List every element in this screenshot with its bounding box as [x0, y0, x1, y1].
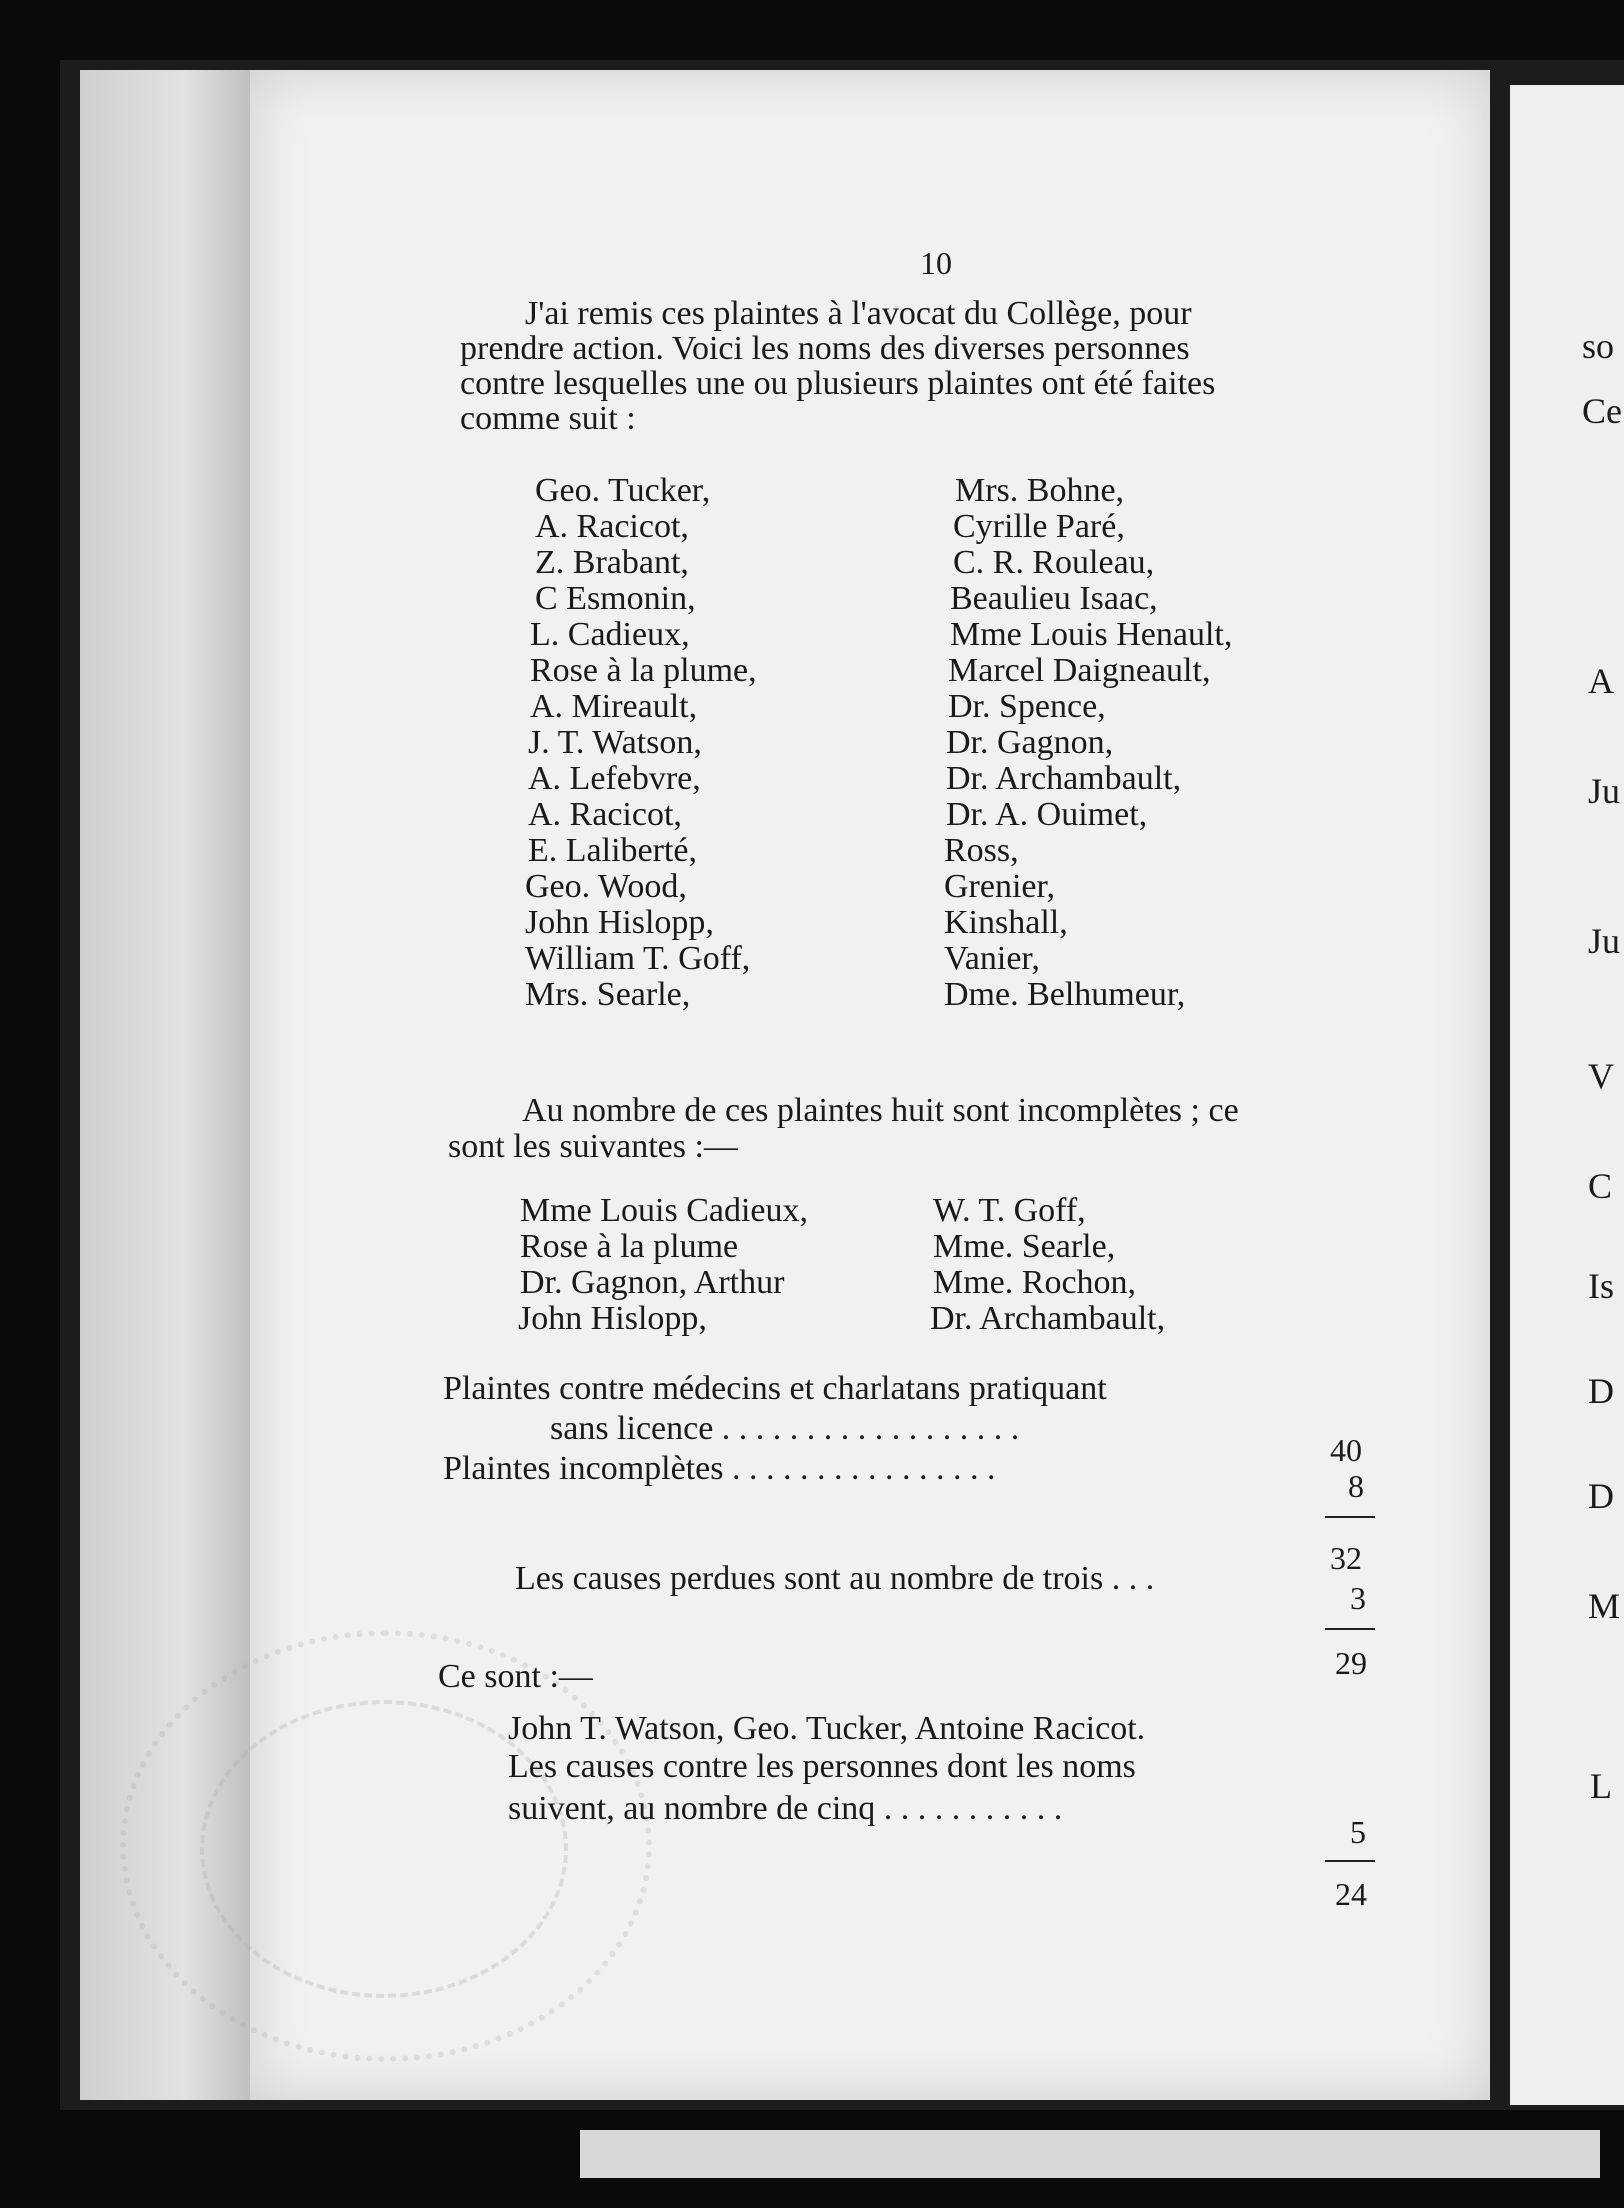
name-right: Dme. Belhumeur, — [944, 976, 1186, 1013]
right-page-fragment: Ju — [1588, 771, 1621, 811]
name-right: Dr. A. Ouimet, — [946, 796, 1148, 833]
intro-line: prendre action. Voici les noms des diverses personnes — [460, 330, 1190, 367]
incomplete-intro-line: Au nombre de ces plaintes huit sont incomplètes ; ce — [522, 1092, 1239, 1129]
ce-sont-label: Ce sont :— — [438, 1658, 593, 1695]
right-page-fragment: D — [1588, 1476, 1614, 1516]
sum-rule — [1325, 1516, 1375, 1518]
right-page-fragment: V — [1588, 1056, 1614, 1096]
name-left: Mrs. Searle, — [525, 976, 691, 1013]
sum-rule — [1325, 1860, 1375, 1862]
right-page-fragment: A — [1588, 661, 1614, 701]
name-right: Dr. Gagnon, — [946, 724, 1114, 761]
right-page-fragment: so — [1582, 326, 1615, 366]
name-left: William T. Goff, — [525, 940, 751, 977]
incomplete-intro-line: sont les suivantes :— — [448, 1128, 738, 1165]
sum-rule — [1325, 1628, 1375, 1630]
tally-line: Plaintes incomplètes . . . . . . . . . . . . . . . . — [443, 1450, 996, 1487]
right-page-fragment: M — [1588, 1586, 1621, 1626]
tally-subtotal: 32 — [1330, 1540, 1362, 1576]
name-right: Beaulieu Isaac, — [950, 580, 1158, 617]
five-causes-line: suivent, au nombre de cinq . . . . . . . . . . . — [508, 1790, 1063, 1827]
incomplete-left: Rose à la plume — [520, 1228, 739, 1265]
name-left: A. Racicot, — [535, 508, 689, 545]
incomplete-right: Mme. Rochon, — [933, 1264, 1137, 1301]
name-left: Geo. Wood, — [525, 868, 687, 905]
name-left: A. Racicot, — [528, 796, 682, 833]
lost-causes-names: John T. Watson, Geo. Tucker, Antoine Racicot. — [508, 1710, 1146, 1747]
tally-line: Plaintes contre médecins et charlatans pratiquant — [443, 1370, 1107, 1407]
name-right: Marcel Daigneault, — [948, 652, 1211, 689]
final-total: 24 — [1335, 1876, 1367, 1912]
right-page-fragment: C — [1588, 1166, 1613, 1206]
page-number: 10 — [920, 245, 952, 281]
name-right: Vanier, — [944, 940, 1040, 977]
intro-line: J'ai remis ces plaintes à l'avocat du Collège, pour — [525, 295, 1192, 332]
tally-subtotal: 29 — [1335, 1645, 1367, 1681]
tally-line: sans licence . . . . . . . . . . . . . . . . . . — [550, 1410, 1020, 1447]
name-left: Geo. Tucker, — [535, 472, 711, 509]
incomplete-left: Dr. Gagnon, Arthur — [520, 1264, 785, 1301]
name-right: Dr. Archambault, — [946, 760, 1182, 797]
tally-value: 40 — [1330, 1432, 1362, 1468]
name-left: C Esmonin, — [535, 580, 696, 617]
name-left: E. Laliberté, — [528, 832, 697, 869]
intro-line: comme suit : — [460, 400, 636, 437]
name-right: Ross, — [944, 832, 1019, 869]
name-right: Kinshall, — [944, 904, 1068, 941]
incomplete-left: Mme Louis Cadieux, — [520, 1192, 809, 1229]
tally-value: 8 — [1348, 1468, 1364, 1504]
incomplete-left: John Hislopp, — [518, 1300, 707, 1337]
incomplete-right: W. T. Goff, — [933, 1192, 1086, 1229]
lost-causes-value: 3 — [1350, 1580, 1366, 1616]
bottom-strip — [580, 2130, 1600, 2178]
right-page-fragment: Ce — [1582, 391, 1622, 431]
name-left: J. T. Watson, — [528, 724, 702, 761]
name-right: Mrs. Bohne, — [955, 472, 1125, 509]
name-right: Grenier, — [944, 868, 1055, 905]
name-left: Rose à la plume, — [530, 652, 757, 689]
name-left: A. Lefebvre, — [528, 760, 701, 797]
right-page-fragment: Ju — [1588, 921, 1621, 961]
five-causes-value: 5 — [1350, 1814, 1366, 1850]
name-left: John Hislopp, — [525, 904, 714, 941]
right-page-fragment: Is — [1588, 1266, 1614, 1306]
incomplete-right: Mme. Searle, — [933, 1228, 1116, 1265]
lost-causes-line: Les causes perdues sont au nombre de trois . . . — [515, 1560, 1155, 1597]
name-right: Mme Louis Henault, — [950, 616, 1233, 653]
right-page-fragment: D — [1588, 1371, 1614, 1411]
name-right: Dr. Spence, — [948, 688, 1106, 725]
intro-line: contre lesquelles une ou plusieurs plaintes ont été faites — [460, 365, 1216, 402]
name-right: Cyrille Paré, — [953, 508, 1125, 545]
name-left: A. Mireault, — [530, 688, 698, 725]
five-causes-line: Les causes contre les personnes dont les noms — [508, 1748, 1136, 1785]
incomplete-right: Dr. Archambault, — [930, 1300, 1166, 1337]
right-page-fragment: L — [1590, 1766, 1612, 1806]
name-right: C. R. Rouleau, — [953, 544, 1155, 581]
name-left: Z. Brabant, — [535, 544, 689, 581]
name-left: L. Cadieux, — [530, 616, 690, 653]
